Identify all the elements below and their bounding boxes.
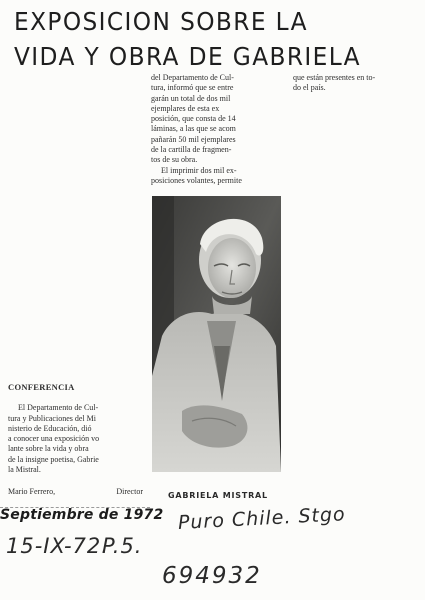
section-heading: CONFERENCIA [8, 382, 75, 392]
text-line: que están presentes en to- [293, 73, 376, 82]
dateline: Septiembre de 1972 [0, 507, 164, 523]
handwritten-date: 15-IX-72. [6, 534, 109, 558]
portrait-illustration [152, 196, 281, 472]
handwritten-source: Puro Chile. Stgo [177, 503, 347, 534]
text-line: tura y Publicaciones del Mi [8, 413, 96, 423]
article-column-left [8, 382, 147, 498]
byline-name: Mario Ferrero, [8, 487, 56, 497]
headline-line-2: VIDA Y OBRA DE GABRIELA [14, 42, 361, 71]
article-column-right [293, 73, 419, 94]
text-line: láminas, a las que se acom [151, 124, 236, 134]
headline-line-1: EXPOSICION SOBRE LA [14, 7, 308, 36]
text-line: posición, que consta de 14 [151, 114, 236, 124]
text-line: garán un total de dos mil [151, 93, 231, 103]
photo-caption: GABRIELA MISTRAL [168, 491, 268, 500]
byline-title: Director [116, 487, 143, 497]
handwritten-catalog-number: 694932 [162, 563, 262, 589]
text-line: pañarán 50 mil ejemplares [151, 134, 236, 144]
text-line: nisterio de Educación, dió [8, 423, 92, 433]
portrait-photo [152, 196, 281, 472]
text-line: El Departamento de Cul- [18, 403, 99, 413]
text-line: tos de su obra. [151, 155, 198, 165]
text-line: del Departamento de Cul- [151, 73, 234, 82]
text-line: a conocer una exposición vo [8, 434, 100, 444]
text-line: do el país. [293, 83, 326, 93]
text-line: la Mistral. [8, 465, 41, 475]
text-line: tura, informó que se entre [151, 83, 234, 93]
text-line: ejemplares de esta ex [151, 103, 220, 113]
article-column-middle [151, 73, 283, 186]
text-line: de la insigne poetisa, Gabrie [8, 454, 99, 464]
text-line: lante sobre la vida y obra [8, 444, 89, 454]
text-line: de la cartilla de fragmen- [151, 145, 232, 155]
text-line: El imprimir dos mil ex- [161, 165, 237, 175]
text-line: posiciones volantes, permite [151, 175, 242, 185]
headline [14, 4, 386, 74]
handwritten-page: P.5. [102, 534, 143, 558]
byline [8, 487, 147, 497]
